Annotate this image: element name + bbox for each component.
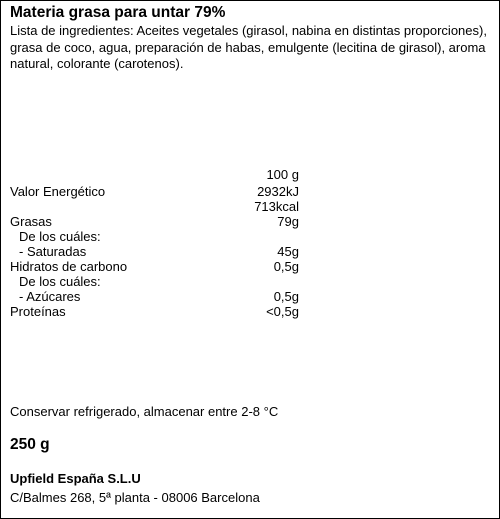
- carbs-label: Hidratos de carbono: [10, 259, 128, 274]
- energy-label: Valor Energético: [10, 184, 106, 199]
- energy-kcal-value: 713kcal: [254, 199, 299, 214]
- fat-of-which-label: De los cuáles:: [19, 229, 101, 244]
- ingredients-list: Lista de ingredientes: Aceites vegetales (girasol, nabina en distintas proporciones), grasa de coco, agua, preparación de habas, emulgente (lecitina de girasol), aroma natural, colorante (carotenos).: [10, 23, 487, 71]
- sugars-value: 0,5g: [273, 289, 299, 304]
- saturated-label: - Saturadas: [19, 244, 87, 259]
- carbs-value: 0,5g: [273, 259, 299, 274]
- energy-kj-value: 2932kJ: [257, 184, 299, 199]
- protein-label: Proteínas: [10, 304, 66, 319]
- net-weight: 250 g: [10, 436, 50, 453]
- per-100g-header: 100 g: [266, 167, 299, 182]
- product-title: Materia grasa para untar 79%: [10, 4, 226, 21]
- storage-instructions: Conservar refrigerado, almacenar entre 2-8 °C: [10, 404, 279, 419]
- company-address: C/Balmes 268, 5ª planta - 08006 Barcelona: [10, 490, 260, 505]
- fat-value: 79g: [277, 214, 299, 229]
- sugars-label: - Azúcares: [19, 289, 81, 304]
- protein-value: <0,5g: [266, 304, 299, 319]
- saturated-value: 45g: [277, 244, 299, 259]
- company-name: Upfield España S.L.U: [10, 471, 141, 486]
- carbs-of-which-label: De los cuáles:: [19, 274, 101, 289]
- fat-label: Grasas: [10, 214, 52, 229]
